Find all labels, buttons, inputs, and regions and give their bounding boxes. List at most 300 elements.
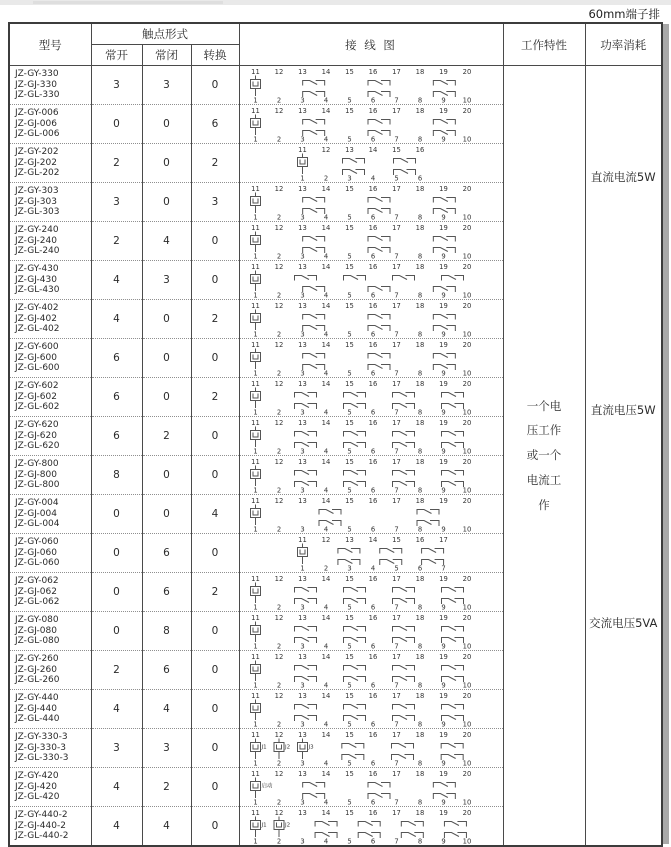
normally-open-count: 4 xyxy=(91,807,142,847)
svg-text:16: 16 xyxy=(415,536,424,544)
model-name: JZ-GJ-440 xyxy=(15,703,57,714)
wiring-diagram-svg xyxy=(240,495,503,533)
svg-text:20: 20 xyxy=(462,107,471,115)
svg-text:16: 16 xyxy=(368,380,377,388)
svg-text:7: 7 xyxy=(393,252,399,260)
svg-text:18: 18 xyxy=(415,497,424,505)
svg-text:14: 14 xyxy=(321,302,330,310)
svg-text:8: 8 xyxy=(417,369,422,377)
wiring-diagram-svg xyxy=(240,66,503,104)
svg-text:19: 19 xyxy=(438,224,448,232)
model-name: JZ-GL-303 xyxy=(15,207,60,218)
svg-text:1: 1 xyxy=(252,369,258,377)
header-normally-open: 常开 xyxy=(91,45,142,66)
svg-text:12: 12 xyxy=(274,419,283,427)
svg-text:15: 15 xyxy=(344,302,354,310)
model-name: JZ-GJ-303 xyxy=(15,196,57,207)
svg-text:15: 15 xyxy=(391,536,401,544)
normally-closed-count: 0 xyxy=(142,183,191,222)
svg-text:8: 8 xyxy=(417,447,422,455)
svg-text:11: 11 xyxy=(297,536,307,544)
normally-closed-count: 0 xyxy=(142,456,191,495)
svg-text:12: 12 xyxy=(274,107,283,115)
svg-text:6: 6 xyxy=(417,174,422,182)
normally-closed-count: 2 xyxy=(142,417,191,456)
svg-text:10: 10 xyxy=(462,720,471,728)
svg-text:5: 5 xyxy=(346,447,352,455)
model-name: JZ-GJ-004 xyxy=(15,508,57,519)
svg-text:18: 18 xyxy=(415,68,424,76)
svg-text:16: 16 xyxy=(368,224,377,232)
svg-text:18: 18 xyxy=(415,263,424,271)
svg-text:2: 2 xyxy=(276,96,281,104)
wiring-diagram-svg xyxy=(240,456,503,494)
svg-text:20: 20 xyxy=(462,770,471,778)
model-name: JZ-GJ-430 xyxy=(15,274,57,285)
svg-text:3: 3 xyxy=(299,603,305,611)
svg-text:6: 6 xyxy=(370,291,375,299)
svg-text:19: 19 xyxy=(438,497,448,505)
svg-text:20: 20 xyxy=(462,497,471,505)
svg-text:19: 19 xyxy=(438,770,448,778)
svg-text:13: 13 xyxy=(297,731,307,739)
wiring-diagram-svg xyxy=(240,729,503,767)
model-name: JZ-GY-430 xyxy=(15,263,59,274)
svg-text:11: 11 xyxy=(250,341,260,349)
normally-closed-count: 4 xyxy=(142,807,191,847)
wiring-diagram-cell xyxy=(239,183,503,222)
svg-text:20: 20 xyxy=(462,731,471,739)
model-name: JZ-GJ-330 xyxy=(15,79,57,90)
svg-text:7: 7 xyxy=(393,291,399,299)
normally-open-count: 0 xyxy=(91,573,142,612)
normally-open-count: 4 xyxy=(91,300,142,339)
svg-text:17: 17 xyxy=(391,731,401,739)
svg-text:17: 17 xyxy=(391,341,401,349)
svg-text:7: 7 xyxy=(393,681,399,689)
svg-text:13: 13 xyxy=(297,107,307,115)
svg-text:14: 14 xyxy=(321,614,330,622)
svg-text:1: 1 xyxy=(252,837,258,845)
wiring-diagram-cell xyxy=(239,105,503,144)
svg-text:4: 4 xyxy=(323,96,328,104)
svg-text:10: 10 xyxy=(462,681,471,689)
svg-text:11: 11 xyxy=(250,692,260,700)
svg-text:9: 9 xyxy=(440,213,446,221)
svg-text:8: 8 xyxy=(417,603,422,611)
svg-text:18: 18 xyxy=(415,302,424,310)
model-name: JZ-GY-420 xyxy=(15,770,59,781)
svg-text:6: 6 xyxy=(370,252,375,260)
svg-text:3: 3 xyxy=(299,720,305,728)
svg-text:10: 10 xyxy=(462,369,471,377)
svg-text:16: 16 xyxy=(368,614,377,622)
svg-text:2: 2 xyxy=(276,252,281,260)
svg-text:12: 12 xyxy=(274,263,283,271)
changeover-count: 0 xyxy=(191,690,239,729)
model-name: JZ-GL-440-2 xyxy=(15,831,69,842)
svg-text:17: 17 xyxy=(391,185,401,193)
changeover-count: 0 xyxy=(191,612,239,651)
wiring-diagram-svg xyxy=(240,144,503,182)
svg-text:J2: J2 xyxy=(284,744,290,751)
changeover-count: 0 xyxy=(191,261,239,300)
svg-text:13: 13 xyxy=(297,692,307,700)
model-name: JZ-GY-080 xyxy=(15,614,59,625)
changeover-count: 0 xyxy=(191,339,239,378)
model-name: JZ-GL-430 xyxy=(15,285,60,296)
svg-text:18: 18 xyxy=(415,419,424,427)
svg-text:13: 13 xyxy=(297,68,307,76)
model-name: JZ-GJ-602 xyxy=(15,391,57,402)
wiring-diagram-cell xyxy=(239,573,503,612)
model-name: JZ-GJ-402 xyxy=(15,313,57,324)
svg-text:20: 20 xyxy=(462,419,471,427)
svg-text:14: 14 xyxy=(321,731,330,739)
svg-text:16: 16 xyxy=(368,809,377,817)
svg-text:11: 11 xyxy=(250,575,260,583)
svg-text:16: 16 xyxy=(368,458,377,466)
model-cell xyxy=(9,690,91,729)
svg-text:13: 13 xyxy=(297,809,307,817)
svg-text:10: 10 xyxy=(462,486,471,494)
svg-text:14: 14 xyxy=(368,146,377,154)
model-name: JZ-GJ-620 xyxy=(15,430,57,441)
model-name: JZ-GJ-420 xyxy=(15,781,57,792)
svg-text:18: 18 xyxy=(415,107,424,115)
svg-text:12: 12 xyxy=(274,614,283,622)
svg-text:20: 20 xyxy=(462,263,471,271)
model-cell xyxy=(9,573,91,612)
svg-text:3: 3 xyxy=(299,291,305,299)
svg-text:6: 6 xyxy=(370,525,375,533)
svg-text:4: 4 xyxy=(323,837,328,845)
svg-text:2: 2 xyxy=(276,720,281,728)
wiring-diagram-cell xyxy=(239,729,503,768)
svg-text:1: 1 xyxy=(252,252,258,260)
normally-closed-count: 3 xyxy=(142,729,191,768)
svg-text:19: 19 xyxy=(438,614,448,622)
normally-open-count: 8 xyxy=(91,456,142,495)
svg-text:9: 9 xyxy=(440,252,446,260)
svg-text:4: 4 xyxy=(323,330,328,338)
model-cell xyxy=(9,729,91,768)
normally-open-count: 4 xyxy=(91,690,142,729)
changeover-count: 2 xyxy=(191,300,239,339)
svg-text:6: 6 xyxy=(370,603,375,611)
svg-text:20: 20 xyxy=(462,653,471,661)
svg-text:13: 13 xyxy=(344,146,354,154)
wiring-diagram-svg xyxy=(240,651,503,689)
svg-text:20: 20 xyxy=(462,614,471,622)
wiring-diagram-cell xyxy=(239,378,503,417)
svg-text:17: 17 xyxy=(391,419,401,427)
svg-text:13: 13 xyxy=(297,185,307,193)
svg-text:9: 9 xyxy=(440,330,446,338)
normally-open-count: 0 xyxy=(91,495,142,534)
svg-text:16: 16 xyxy=(368,692,377,700)
header-changeover: 转换 xyxy=(191,45,239,66)
svg-text:3: 3 xyxy=(299,681,305,689)
model-cell xyxy=(9,66,91,105)
svg-text:18: 18 xyxy=(415,380,424,388)
model-cell xyxy=(9,105,91,144)
svg-text:4: 4 xyxy=(323,213,328,221)
svg-text:5: 5 xyxy=(346,369,352,377)
normally-closed-count: 0 xyxy=(142,144,191,183)
wiring-diagram-cell xyxy=(239,261,503,300)
svg-text:14: 14 xyxy=(321,770,330,778)
changeover-count: 6 xyxy=(191,105,239,144)
normally-open-count: 4 xyxy=(91,261,142,300)
wiring-diagram-cell xyxy=(239,222,503,261)
svg-text:15: 15 xyxy=(344,458,354,466)
svg-text:6: 6 xyxy=(370,96,375,104)
wiring-diagram-svg xyxy=(240,768,503,806)
working-characteristic-cell xyxy=(503,66,585,847)
svg-text:10: 10 xyxy=(462,759,471,767)
svg-text:12: 12 xyxy=(274,692,283,700)
svg-text:6: 6 xyxy=(370,642,375,650)
svg-text:15: 15 xyxy=(344,692,354,700)
svg-text:16: 16 xyxy=(415,146,424,154)
svg-text:12: 12 xyxy=(274,380,283,388)
wiring-diagram-cell xyxy=(239,339,503,378)
svg-text:1: 1 xyxy=(252,603,258,611)
svg-text:5: 5 xyxy=(346,603,352,611)
model-name: JZ-GL-420 xyxy=(15,792,60,803)
svg-text:3: 3 xyxy=(299,96,305,104)
svg-text:1: 1 xyxy=(252,447,258,455)
svg-text:19: 19 xyxy=(438,653,448,661)
wiring-diagram-cell xyxy=(239,66,503,105)
model-name: JZ-GL-800 xyxy=(15,480,60,491)
svg-text:5: 5 xyxy=(346,252,352,260)
svg-text:2: 2 xyxy=(276,603,281,611)
svg-text:19: 19 xyxy=(438,692,448,700)
svg-text:2: 2 xyxy=(276,135,281,143)
svg-text:启动: 启动 xyxy=(261,783,273,790)
svg-text:11: 11 xyxy=(250,497,260,505)
changeover-count: 0 xyxy=(191,66,239,105)
svg-text:8: 8 xyxy=(417,486,422,494)
model-name: JZ-GJ-060 xyxy=(15,547,57,558)
svg-text:11: 11 xyxy=(250,614,260,622)
svg-text:15: 15 xyxy=(344,341,354,349)
svg-text:2: 2 xyxy=(276,369,281,377)
model-name: JZ-GL-240 xyxy=(15,246,60,257)
header-power-consumption: 功率消耗 xyxy=(585,23,662,66)
changeover-count: 4 xyxy=(191,495,239,534)
model-name: JZ-GJ-600 xyxy=(15,352,57,363)
svg-text:20: 20 xyxy=(462,692,471,700)
svg-text:9: 9 xyxy=(440,642,446,650)
svg-text:8: 8 xyxy=(417,798,422,806)
svg-text:6: 6 xyxy=(370,135,375,143)
svg-text:3: 3 xyxy=(299,486,305,494)
svg-text:15: 15 xyxy=(344,419,354,427)
svg-text:8: 8 xyxy=(417,135,422,143)
svg-text:2: 2 xyxy=(276,525,281,533)
svg-text:19: 19 xyxy=(438,380,448,388)
model-name: JZ-GY-303 xyxy=(15,185,59,196)
svg-text:5: 5 xyxy=(346,642,352,650)
svg-text:20: 20 xyxy=(462,302,471,310)
model-name: JZ-GY-202 xyxy=(15,146,59,157)
svg-text:16: 16 xyxy=(368,302,377,310)
svg-text:6: 6 xyxy=(370,486,375,494)
svg-text:13: 13 xyxy=(297,419,307,427)
svg-text:14: 14 xyxy=(321,380,330,388)
svg-text:1: 1 xyxy=(252,213,258,221)
changeover-count: 0 xyxy=(191,807,239,847)
svg-text:16: 16 xyxy=(368,497,377,505)
model-cell xyxy=(9,534,91,573)
model-cell xyxy=(9,300,91,339)
svg-text:3: 3 xyxy=(299,135,305,143)
changeover-count: 2 xyxy=(191,573,239,612)
svg-text:13: 13 xyxy=(297,341,307,349)
svg-text:10: 10 xyxy=(462,447,471,455)
model-name: JZ-GL-330 xyxy=(15,90,60,101)
power-consumption-cell xyxy=(585,66,662,847)
wiring-diagram-svg xyxy=(240,222,503,260)
changeover-count: 0 xyxy=(191,651,239,690)
svg-text:13: 13 xyxy=(297,380,307,388)
svg-text:12: 12 xyxy=(274,497,283,505)
svg-text:13: 13 xyxy=(297,614,307,622)
model-name: JZ-GL-600 xyxy=(15,363,60,374)
svg-text:20: 20 xyxy=(462,809,471,817)
svg-text:15: 15 xyxy=(344,380,354,388)
normally-open-count: 2 xyxy=(91,144,142,183)
wiring-diagram-cell xyxy=(239,300,503,339)
svg-text:19: 19 xyxy=(438,263,448,271)
svg-text:10: 10 xyxy=(462,603,471,611)
svg-text:7: 7 xyxy=(393,798,399,806)
normally-closed-count: 6 xyxy=(142,534,191,573)
svg-text:9: 9 xyxy=(440,681,446,689)
svg-text:5: 5 xyxy=(346,798,352,806)
model-cell xyxy=(9,417,91,456)
table-header xyxy=(9,23,662,66)
wiring-diagram-svg xyxy=(240,300,503,338)
svg-text:20: 20 xyxy=(462,185,471,193)
model-cell xyxy=(9,651,91,690)
svg-text:11: 11 xyxy=(250,263,260,271)
svg-text:6: 6 xyxy=(370,369,375,377)
svg-text:9: 9 xyxy=(440,837,446,845)
model-name: JZ-GL-402 xyxy=(15,324,60,335)
svg-text:3: 3 xyxy=(346,174,352,182)
svg-text:11: 11 xyxy=(250,731,260,739)
wiring-diagram-cell xyxy=(239,612,503,651)
svg-text:J2: J2 xyxy=(284,822,290,829)
svg-text:1: 1 xyxy=(252,135,258,143)
svg-text:5: 5 xyxy=(393,174,399,182)
svg-text:11: 11 xyxy=(250,302,260,310)
svg-text:6: 6 xyxy=(370,681,375,689)
model-name: JZ-GY-602 xyxy=(15,380,59,391)
model-cell xyxy=(9,807,91,847)
svg-text:7: 7 xyxy=(393,213,399,221)
wiring-diagram-cell xyxy=(239,651,503,690)
working-characteristic-text: 一个电压工作或一个电流工作 xyxy=(526,398,562,512)
model-name: JZ-GY-800 xyxy=(15,458,59,469)
svg-text:6: 6 xyxy=(370,837,375,845)
svg-text:3: 3 xyxy=(299,798,305,806)
svg-text:5: 5 xyxy=(346,135,352,143)
svg-text:20: 20 xyxy=(462,224,471,232)
svg-text:J3: J3 xyxy=(308,744,314,751)
svg-text:9: 9 xyxy=(440,525,446,533)
svg-text:7: 7 xyxy=(393,642,399,650)
model-cell xyxy=(9,339,91,378)
svg-text:9: 9 xyxy=(440,291,446,299)
svg-text:15: 15 xyxy=(344,185,354,193)
svg-text:16: 16 xyxy=(368,263,377,271)
wiring-diagram-svg xyxy=(240,417,503,455)
svg-text:8: 8 xyxy=(417,642,422,650)
svg-text:5: 5 xyxy=(346,291,352,299)
svg-text:17: 17 xyxy=(391,224,401,232)
svg-text:12: 12 xyxy=(274,185,283,193)
svg-text:12: 12 xyxy=(274,224,283,232)
svg-text:18: 18 xyxy=(415,731,424,739)
normally-open-count: 3 xyxy=(91,729,142,768)
svg-text:1: 1 xyxy=(252,759,258,767)
svg-text:19: 19 xyxy=(438,107,448,115)
model-cell xyxy=(9,222,91,261)
svg-text:7: 7 xyxy=(393,369,399,377)
svg-text:12: 12 xyxy=(274,575,283,583)
svg-text:12: 12 xyxy=(274,341,283,349)
wiring-diagram-cell xyxy=(239,417,503,456)
model-name: JZ-GY-330-3 xyxy=(15,731,68,742)
wiring-diagram-cell xyxy=(239,144,503,183)
svg-text:18: 18 xyxy=(415,458,424,466)
page-right-shadow xyxy=(663,24,669,844)
changeover-count: 0 xyxy=(191,456,239,495)
svg-text:19: 19 xyxy=(438,575,448,583)
svg-text:3: 3 xyxy=(299,330,305,338)
svg-text:10: 10 xyxy=(462,525,471,533)
svg-text:18: 18 xyxy=(415,575,424,583)
svg-text:15: 15 xyxy=(344,224,354,232)
model-name: JZ-GJ-080 xyxy=(15,625,57,636)
model-name: JZ-GL-080 xyxy=(15,636,60,647)
svg-text:4: 4 xyxy=(323,447,328,455)
svg-text:10: 10 xyxy=(462,96,471,104)
normally-closed-count: 6 xyxy=(142,573,191,612)
svg-text:19: 19 xyxy=(438,302,448,310)
model-name: JZ-GY-620 xyxy=(15,419,59,430)
svg-text:1: 1 xyxy=(252,642,258,650)
normally-open-count: 0 xyxy=(91,105,142,144)
svg-text:9: 9 xyxy=(440,447,446,455)
svg-text:2: 2 xyxy=(276,330,281,338)
top-edge-bar xyxy=(0,0,671,5)
wiring-diagram-cell xyxy=(239,807,503,847)
svg-text:J1: J1 xyxy=(261,822,267,829)
header-working-characteristic: 工作特性 xyxy=(503,23,585,66)
svg-text:4: 4 xyxy=(323,642,328,650)
svg-text:4: 4 xyxy=(323,135,328,143)
svg-text:16: 16 xyxy=(368,107,377,115)
svg-text:13: 13 xyxy=(297,497,307,505)
model-name: JZ-GJ-260 xyxy=(15,664,57,675)
normally-closed-count: 0 xyxy=(142,339,191,378)
